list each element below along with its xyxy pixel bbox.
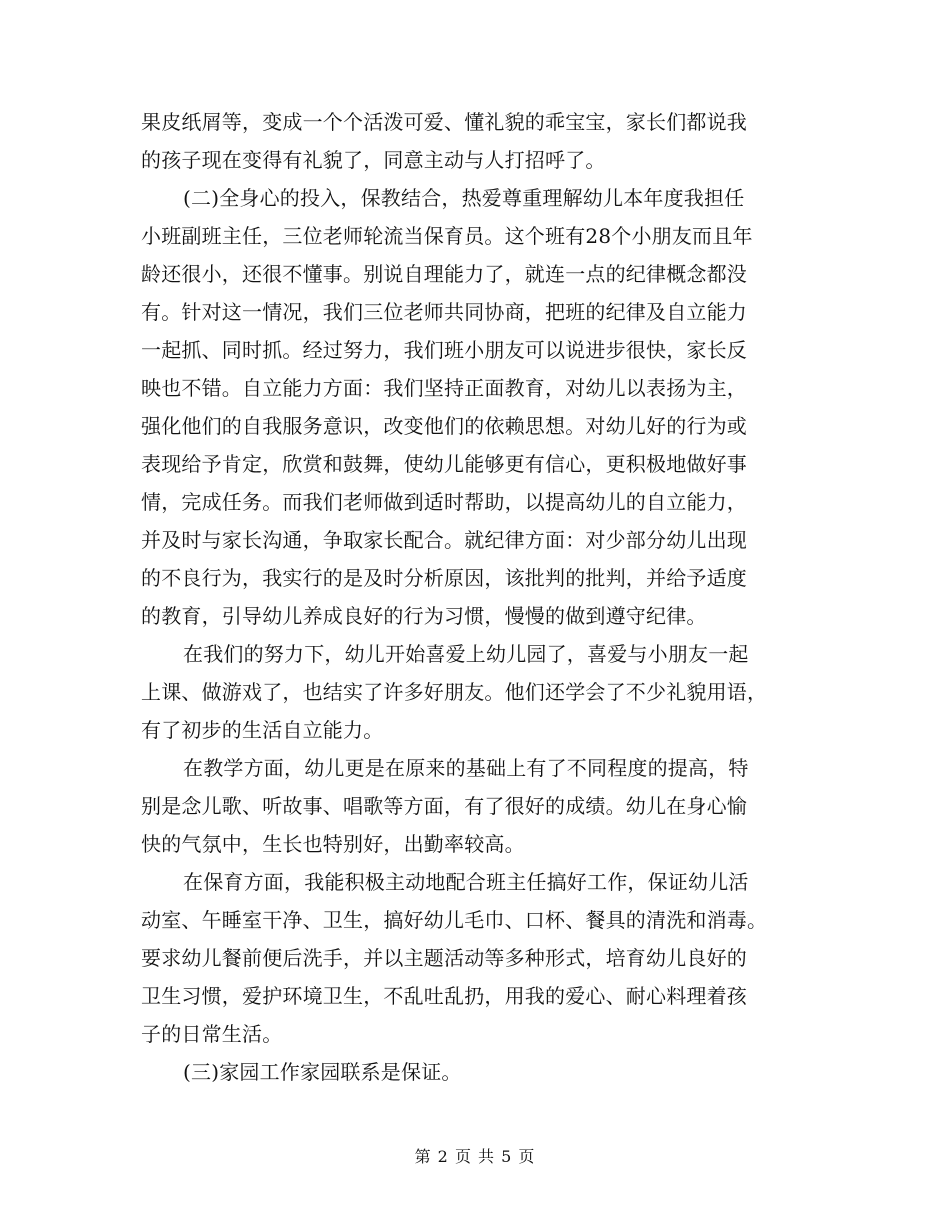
text-line: 在我们的努力下，幼儿开始喜爱上幼儿园了，喜爱与小朋友一起 bbox=[183, 642, 749, 666]
text-line: 的不良行为，我实行的是及时分析原因，该批判的批判，并给予适度 bbox=[141, 566, 747, 590]
document-body bbox=[141, 103, 811, 1091]
text-line: 龄还很小，还很不懂事。别说自理能力了，就连一点的纪律概念都没 bbox=[141, 262, 747, 286]
text-line: 快的气氛中，生长也特别好，出勤率较高。 bbox=[141, 832, 525, 856]
text-line: 强化他们的自我服务意识，改变他们的依赖思想。对幼儿好的行为或 bbox=[141, 414, 747, 438]
text-line: 有了初步的生活自立能力。 bbox=[141, 718, 384, 742]
text-line: 要求幼儿餐前便后洗手，并以主题活动等多种形式，培育幼儿良好的 bbox=[141, 946, 747, 970]
text-line: 一起抓、同时抓。经过努力，我们班小朋友可以说进步很快，家长反 bbox=[141, 338, 747, 362]
text-line: (三)家园工作家园联系是保证。 bbox=[183, 1060, 462, 1084]
text-line: 子的日常生活。 bbox=[141, 1022, 283, 1046]
text-line: 映也不错。自立能力方面：我们坚持正面教育，对幼儿以表扬为主， bbox=[141, 376, 747, 400]
text-line: (二)全身心的投入，保教结合，热爱尊重理解幼儿本年度我担任 bbox=[183, 186, 745, 210]
text-line: 上课、做游戏了，也结实了许多好朋友。他们还学会了不少礼貌用语， bbox=[141, 680, 768, 704]
text-line: 并及时与家长沟通，争取家长配合。就纪律方面：对少部分幼儿出现 bbox=[141, 528, 747, 552]
text-line: 的孩子现在变得有礼貌了，同意主动与人打招呼了。 bbox=[141, 148, 606, 172]
text-line: 有。针对这一情况，我们三位老师共同协商，把班的纪律及自立能力 bbox=[141, 300, 747, 324]
text-line: 表现给予肯定，欣赏和鼓舞，使幼儿能够更有信心，更积极地做好事 bbox=[141, 452, 747, 476]
text-line: 小班副班主任，三位老师轮流当保育员。这个班有28个小朋友而且年 bbox=[141, 224, 753, 248]
text-line: 果皮纸屑等，变成一个个活泼可爱、懂礼貌的乖宝宝，家长们都说我 bbox=[141, 110, 747, 134]
text-line: 在保育方面，我能积极主动地配合班主任搞好工作，保证幼儿活 bbox=[183, 870, 749, 894]
text-line: 卫生习惯，爱护环境卫生，不乱吐乱扔，用我的爱心、耐心料理着孩 bbox=[141, 984, 747, 1008]
text-line: 别是念儿歌、听故事、唱歌等方面，有了很好的成绩。幼儿在身心愉 bbox=[141, 794, 747, 818]
text-line: 的教育，引导幼儿养成良好的行为习惯，慢慢的做到遵守纪律。 bbox=[141, 604, 707, 628]
text-line: 在教学方面，幼儿更是在原来的基础上有了不同程度的提高，特 bbox=[183, 756, 749, 780]
text-line: 动室、午睡室干净、卫生，搞好幼儿毛巾、口杯、餐具的清洗和消毒。 bbox=[141, 908, 768, 932]
page-number: 第 2 页 共 5 页 bbox=[414, 1147, 536, 1166]
text-line: 情，完成任务。而我们老师做到适时帮助，以提高幼儿的自立能力， bbox=[141, 490, 747, 514]
